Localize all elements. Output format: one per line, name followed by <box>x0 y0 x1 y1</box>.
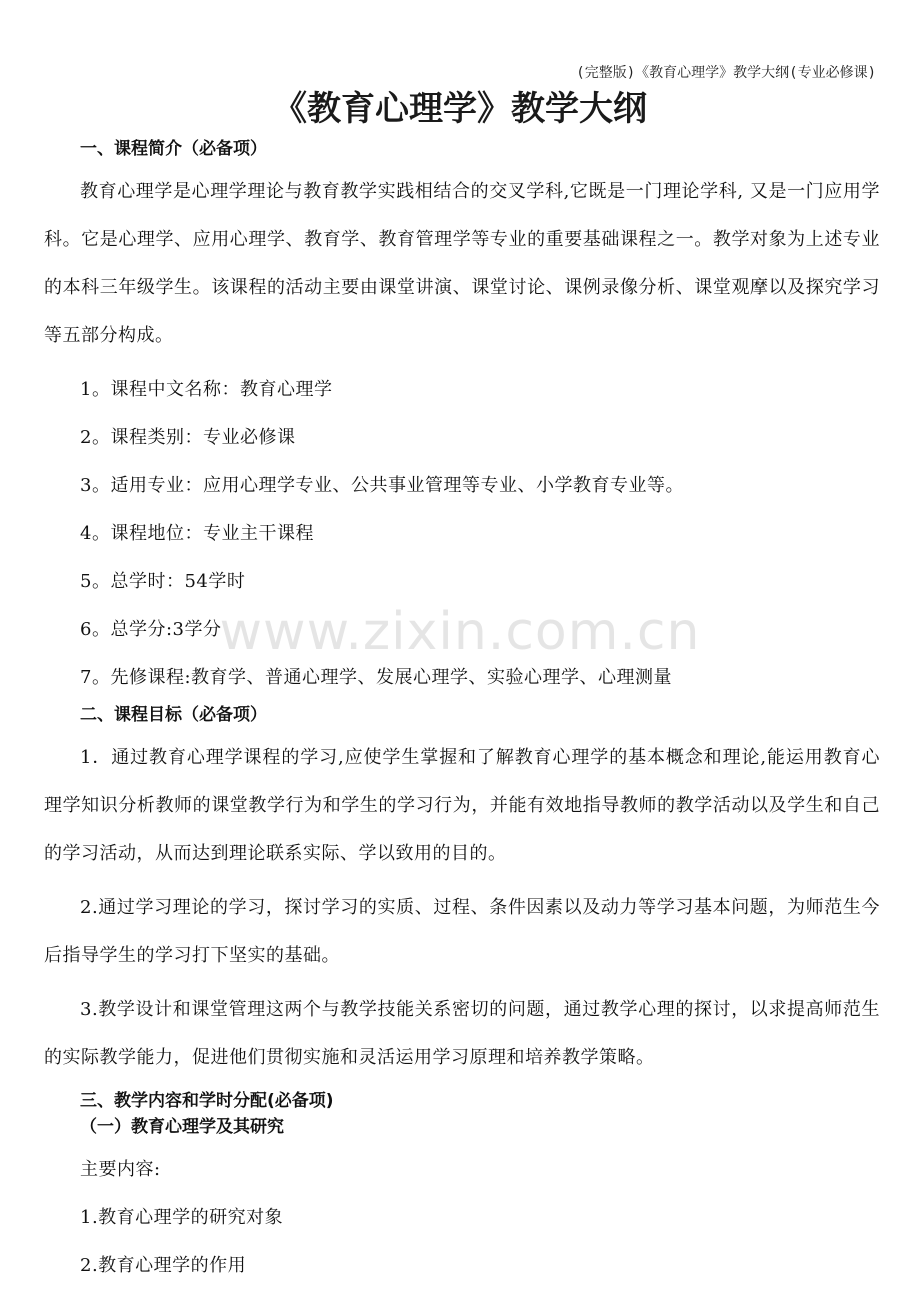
section-heading-course-goals: 二、课程目标（必备项） <box>80 705 267 725</box>
course-goal-paragraph: 3.教学设计和课堂管理这两个与教学技能关系密切的问题，通过教学心理的探讨，以求提高师范生的实际教学能力，促进他们贯彻实施和灵活运用学习原理和培养教学策略。 <box>44 999 880 1068</box>
section-heading-teaching-content: 三、教学内容和学时分配(必备项) <box>80 1091 334 1111</box>
main-content-label: 主要内容: <box>80 1159 161 1180</box>
sub-heading-ed-psych-research: （一）教育心理学及其研究 <box>80 1117 284 1137</box>
course-info-item: 1。课程中文名称：教育心理学 <box>80 379 333 400</box>
course-info-item: 4。课程地位：专业主干课程 <box>80 523 314 544</box>
course-goal-paragraph: 2.通过学习理论的学习，探讨学习的实质、过程、条件因素以及动力等学习基本问题，为师范生今后指导学生的学习打下坚实的基础。 <box>44 897 880 966</box>
course-info-item: 6。总学分:3学分 <box>80 619 222 640</box>
course-info-item: 5。总学时：54学时 <box>80 571 246 592</box>
course-info-item: 3。适用专业：应用心理学专业、公共事业管理等专业、小学教育专业等。 <box>80 475 684 496</box>
content-list-item: 1.教育心理学的研究对象 <box>80 1207 284 1228</box>
course-info-item: 7。先修课程:教育学、普通心理学、发展心理学、实验心理学、心理测量 <box>80 667 673 688</box>
document-title: 《教育心理学》教学大纲 <box>273 89 647 129</box>
content-list-item: 2.教育心理学的作用 <box>80 1255 247 1276</box>
section-heading-course-intro: 一、课程简介（必备项） <box>80 139 267 159</box>
running-header: (完整版)《教育心理学》教学大纲(专业必修课) <box>576 65 876 81</box>
document-body <box>44 136 880 1290</box>
course-goal-paragraph: 1．通过教育心理学课程的学习,应使学生掌握和了解教育心理学的基本概念和理论,能运用教育心理学知识分析教师的课堂教学行为和学生的学习行为，并能有效地指导教师的教学活动以及学生和自己的学习活动，从而达到理论联系实际、学以致用的目的。 <box>44 747 880 864</box>
course-info-item: 2。课程类别：专业必修课 <box>80 427 296 448</box>
course-intro-paragraph: 教育心理学是心理学理论与教育教学实践相结合的交叉学科,它既是一门理论学科, 又是一门应用学科。它是心理学、应用心理学、教育学、教育管理学等专业的重要基础课程之一。教学对象为上述专业的本科三年级学生。该课程的活动主要由课堂讲演、课堂讨论、课例录像分析、课堂观摩以及探究学习等五部分构成。 <box>44 181 880 346</box>
watermark: www.zixin.com.cn <box>219 602 701 662</box>
